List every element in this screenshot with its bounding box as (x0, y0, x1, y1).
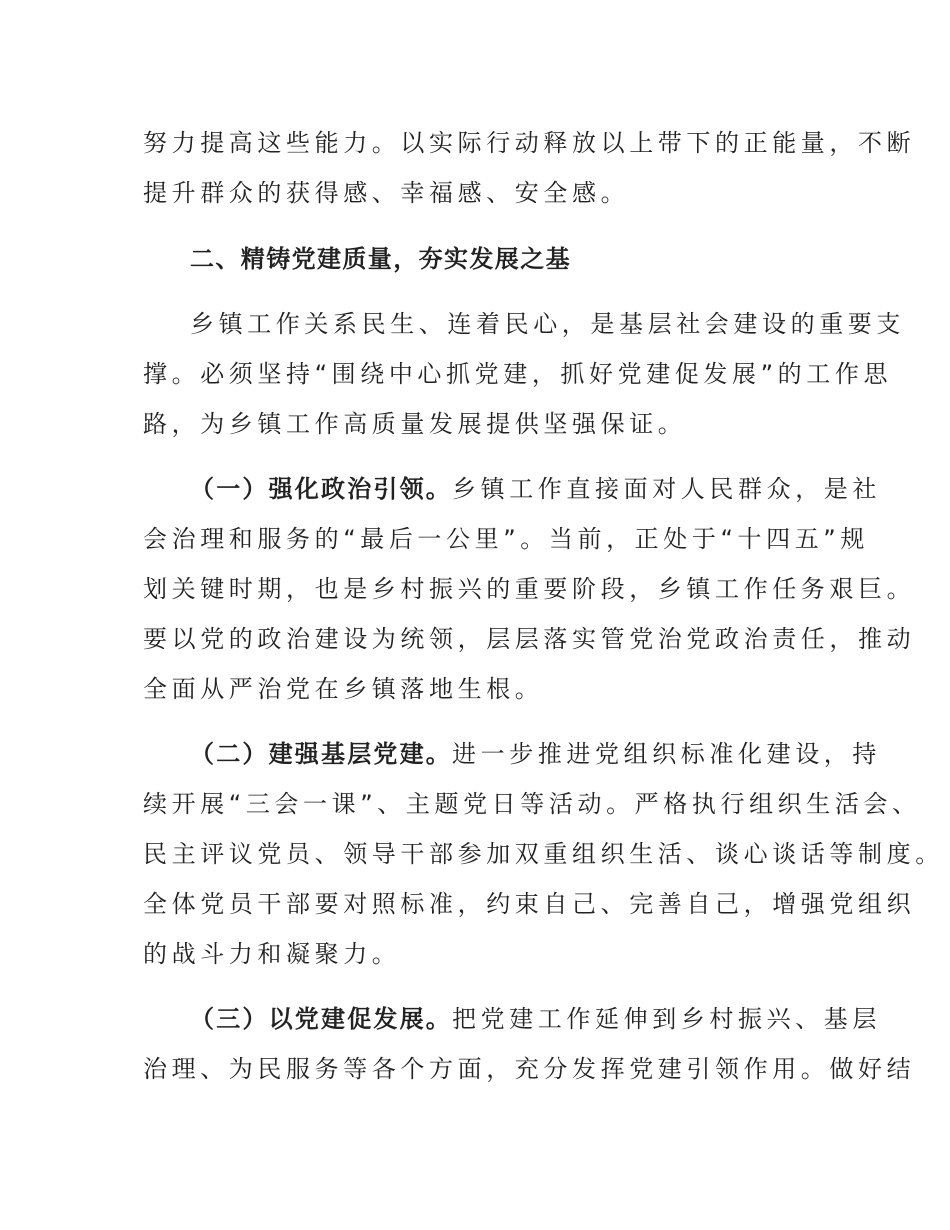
body-text-line: 民主评议党员、领导干部参加双重组织生活、谈心谈话等制度。 (143, 840, 944, 868)
body-text-line: 全面从严治党在乡镇落地生根。 (143, 675, 544, 703)
body-text-line: 努力提高这些能力。以实际行动释放以上带下的正能量，不断 (143, 129, 916, 157)
body-text-line: 的战斗力和凝聚力。 (143, 940, 401, 968)
paragraph-text: 把党建工作延伸到乡村振兴、基层 (452, 1005, 881, 1033)
subsection-title: （二）建强基层党建。 (190, 740, 452, 768)
body-text-line: 路，为乡镇工作高质量发展提供坚强保证。 (143, 410, 687, 438)
body-text-line: 划关键时期，也是乡村振兴的重要阶段，乡镇工作任务艰巨。 (143, 575, 916, 603)
section-heading: 二、精铸党建质量，夯实发展之基 (190, 245, 571, 273)
paragraph-text: 进一步推进党组织标准化建设，持 (452, 740, 881, 768)
subsection-title: （一）强化政治引领。 (190, 475, 452, 503)
body-text-line: 提升群众的获得感、幸福感、安全感。 (143, 179, 630, 207)
subsection-title: （三）以党建促发展。 (190, 1005, 452, 1033)
subsection-paragraph-start (190, 739, 881, 769)
body-text-line: 会治理和服务的“最后一公里”。当前，正处于“十四五”规 (143, 525, 869, 553)
body-text-line: 治理、为民服务等各个方面，充分发挥党建引领作用。做好结 (143, 1055, 916, 1083)
body-text-line: 续开展“三会一课”、主题党日等活动。严格执行组织生活会、 (143, 790, 921, 818)
subsection-paragraph-start (190, 474, 881, 504)
body-text-line: 乡镇工作关系民生、连着民心，是基层社会建设的重要支 (190, 310, 905, 338)
subsection-paragraph-start (190, 1004, 881, 1034)
body-text-line: 全体党员干部要对照标准，约束自己、完善自己，增强党组织 (143, 890, 916, 918)
body-text-line: 要以党的政治建设为统领，层层落实管党治党政治责任，推动 (143, 625, 916, 653)
body-text-line: 撑。必须坚持“围绕中心抓党建，抓好党建促发展”的工作思 (143, 360, 893, 388)
paragraph-text: 乡镇工作直接面对人民群众，是社 (452, 475, 881, 503)
